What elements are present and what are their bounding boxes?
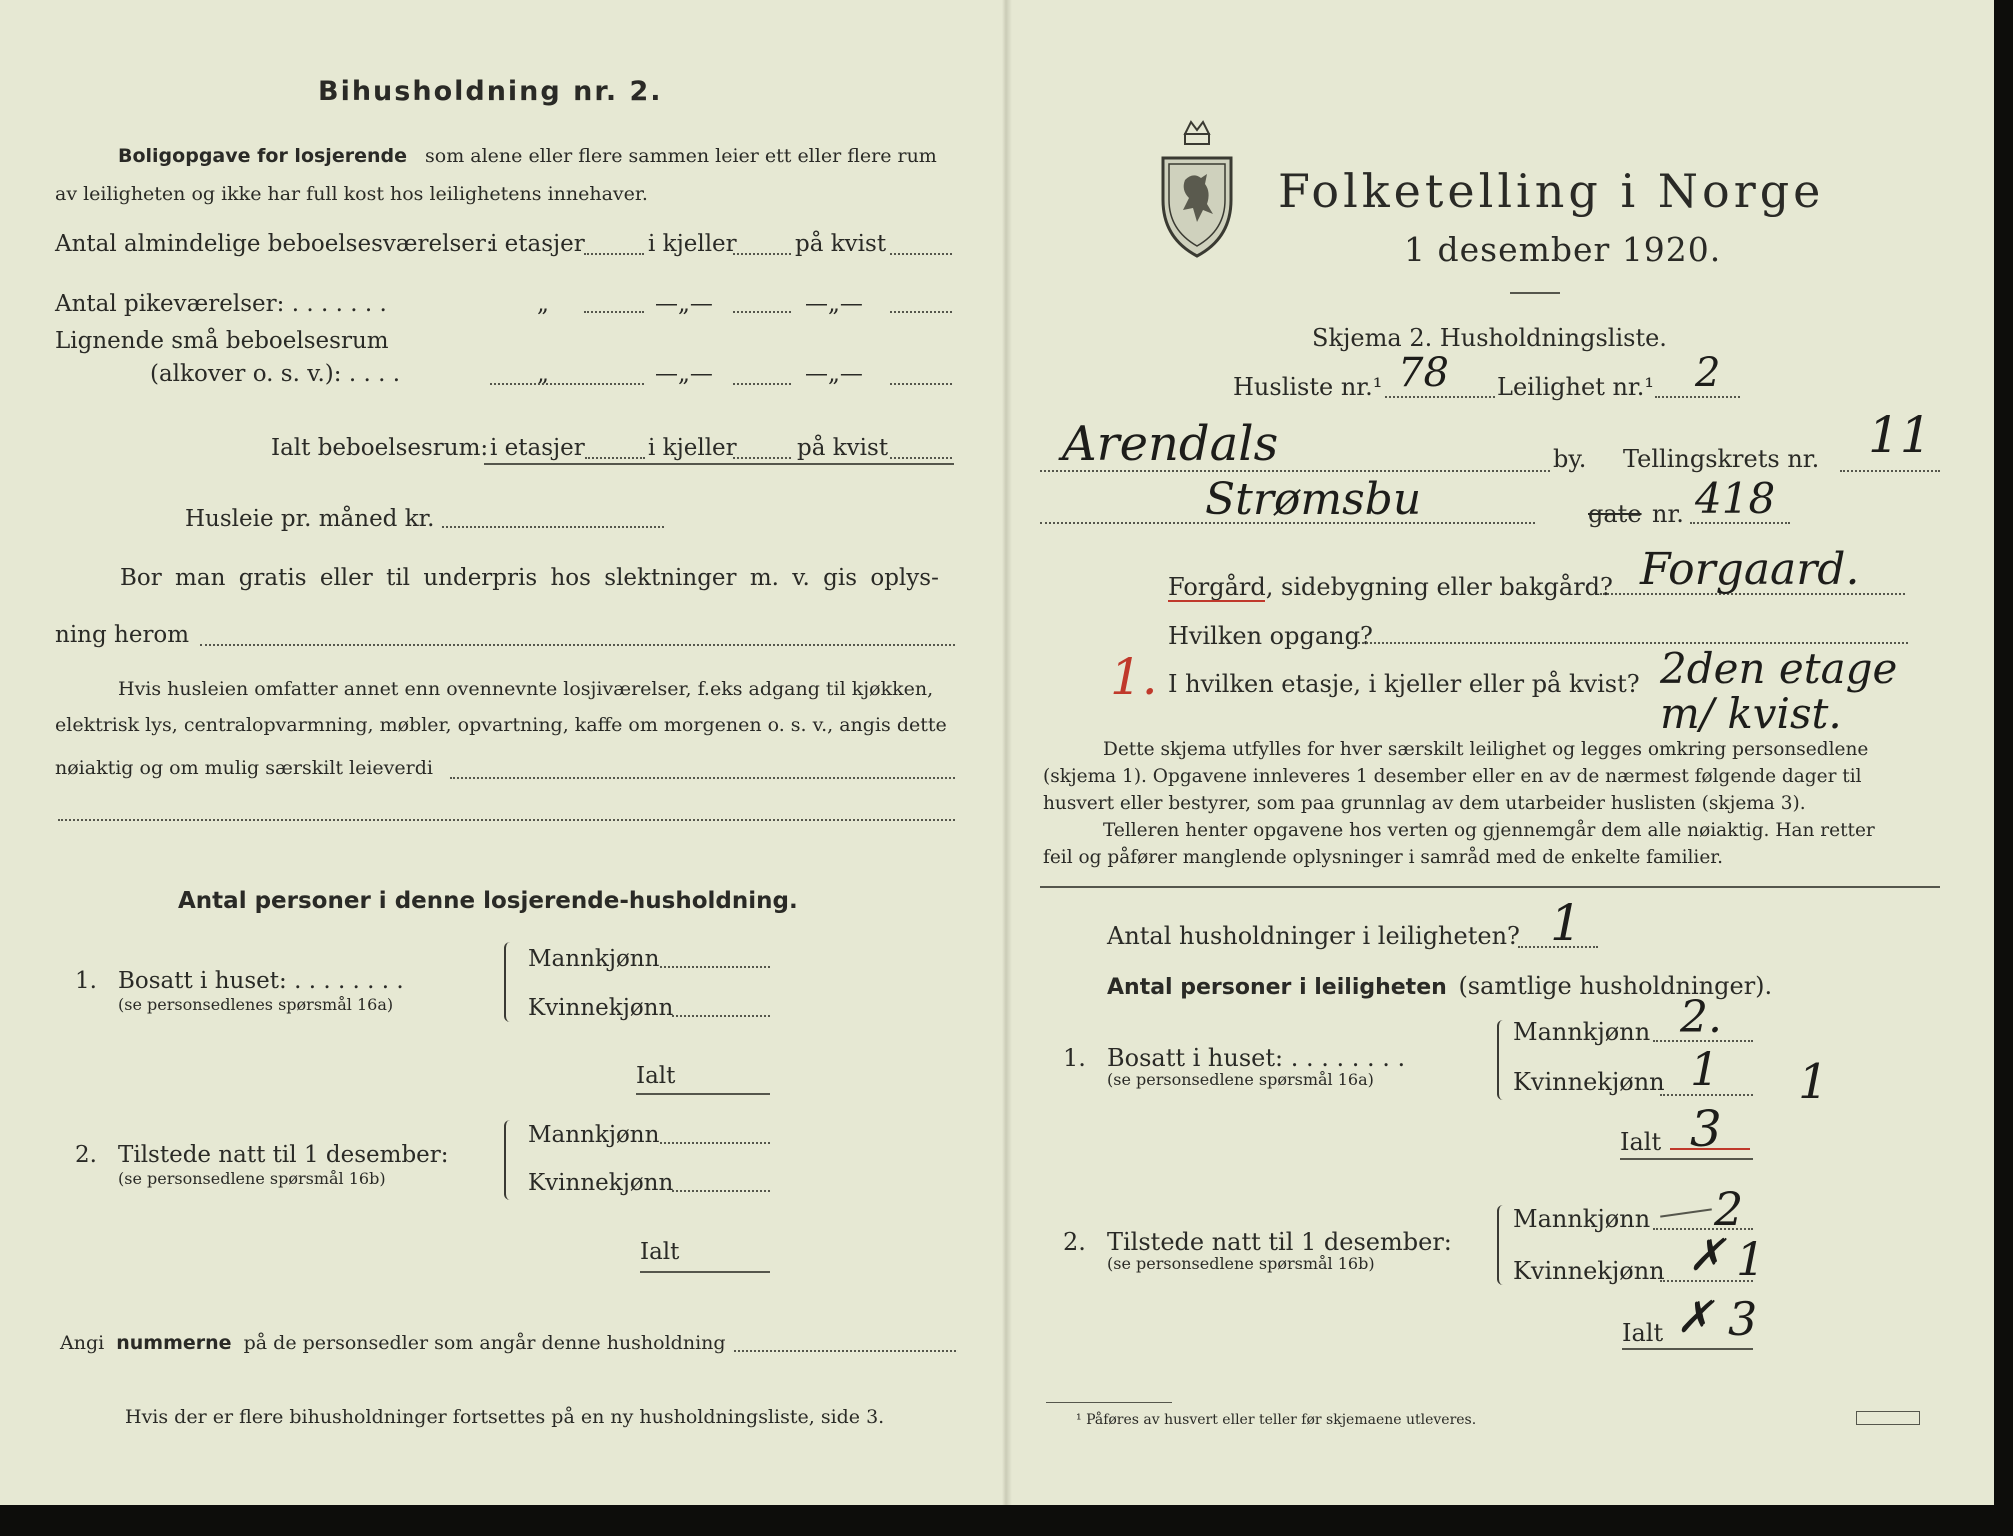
leilighet-field[interactable] bbox=[1655, 396, 1740, 398]
hvis-line-3: nøiaktig og om mulig særskilt leieverdi bbox=[55, 757, 433, 779]
right-q1-mann-value: 2. bbox=[1680, 992, 1722, 1043]
hvis-line-2: elektrisk lys, centralopvarmning, møbler, opvartning, kaffe om morgenen o. s. v., angis dette bbox=[55, 714, 947, 736]
title-underline bbox=[1510, 292, 1560, 294]
opgang-label: Hvilken opgang? bbox=[1168, 622, 1373, 650]
left-q1-label: Bosatt i huset: . . . . . . . . bbox=[118, 968, 404, 994]
left-q2-num: 2. bbox=[75, 1142, 97, 1168]
intro-line-1 bbox=[118, 147, 937, 166]
right-q2-mann-label: Mannkjønn bbox=[1513, 1205, 1651, 1233]
left-q1-ialt-field[interactable] bbox=[636, 1093, 770, 1095]
right-q2-brace bbox=[1497, 1205, 1507, 1285]
right-q2-kvinne-value: 1 bbox=[1736, 1232, 1766, 1286]
note-line-4: Telleren henter opgavene hos verten og gjennemgår dem alle nøiaktig. Han retter bbox=[1103, 820, 1875, 841]
left-q1-mann-field[interactable] bbox=[660, 966, 770, 968]
left-footer: Hvis der er flere bihusholdninger fortsettes på en ny husholdningsliste, side 3. bbox=[125, 1406, 885, 1428]
left-q1-mann-label: Mannkjønn bbox=[528, 946, 660, 972]
left-q2-kvinne-field[interactable] bbox=[672, 1190, 770, 1192]
etasje-label: I hvilken etasje, i kjeller eller på kvist? bbox=[1168, 670, 1640, 698]
right-q2-kvinne-label: Kvinnekjønn bbox=[1513, 1257, 1665, 1285]
right-q2-ialt-value: 3 bbox=[1728, 1292, 1758, 1346]
left-q2-label: Tilstede natt til 1 desember: bbox=[118, 1142, 449, 1168]
ialt-etasjer-field[interactable] bbox=[585, 457, 645, 459]
footnote-rule bbox=[1046, 1402, 1172, 1403]
alkover-ditto-1: „ bbox=[537, 361, 549, 387]
angi-line bbox=[60, 1334, 726, 1353]
right-q1-label: Bosatt i huset: . . . . . . . . bbox=[1107, 1044, 1406, 1072]
left-q1-kvinne-label: Kvinnekjønn bbox=[528, 995, 674, 1021]
husliste-field[interactable] bbox=[1385, 396, 1495, 398]
forgard-value: Forgaard. bbox=[1640, 544, 1860, 595]
note-line-3: husvert eller bestyrer, som paa grunnlag av dem utarbeider huslisten (skjema 3). bbox=[1043, 793, 1806, 814]
pike-kjeller-field[interactable] bbox=[733, 311, 791, 313]
right-q1-kvinne-label: Kvinnekjønn bbox=[1513, 1068, 1665, 1096]
right-q1-ialt-red-underline bbox=[1670, 1148, 1750, 1150]
krets-value: 11 bbox=[1868, 406, 1932, 464]
form-title: Folketelling i Norge bbox=[1278, 164, 1825, 218]
printer-stamp-icon bbox=[1856, 1411, 1920, 1425]
angi-bold: nummerne bbox=[116, 1332, 232, 1354]
husliste-value: 78 bbox=[1398, 350, 1449, 396]
scan-edge-bottom bbox=[0, 1505, 2013, 1536]
alkover-label: (alkover o. s. v.): . . . . bbox=[150, 361, 401, 387]
skjema-label: Skjema 2. Husholdningsliste. bbox=[1312, 324, 1667, 352]
bor-text: Bor man gratis eller til underpris hos slektninger m. v. gis oplys- bbox=[120, 565, 939, 591]
left-q1-ialt-label: Ialt bbox=[636, 1063, 676, 1089]
alkover-etasjer-field[interactable] bbox=[490, 383, 644, 385]
hvis-line-1: Hvis husleien omfatter annet enn ovennevnte losjiværelser, f.eks adgang til kjøkken, bbox=[118, 678, 934, 700]
ialt-rule bbox=[484, 463, 954, 465]
right-q2-ialt-strike-icon: ✗ bbox=[1676, 1292, 1713, 1343]
note-line-2: (skjema 1). Opgavene innleveres 1 desember eller en av de nærmest følgende dager til bbox=[1043, 766, 1862, 787]
right-q2-ialt-field[interactable] bbox=[1622, 1348, 1753, 1350]
angi-rest: på de personsedler som angår denne husholdning bbox=[243, 1332, 726, 1354]
pike-kvist-field[interactable] bbox=[890, 311, 952, 313]
left-title: Bihusholdning nr. 2. bbox=[318, 76, 663, 107]
coat-of-arms-icon bbox=[1155, 118, 1239, 260]
footnote: ¹ Påføres av husvert eller teller før skjemaene utleveres. bbox=[1076, 1412, 1477, 1428]
left-q2-kvinne-label: Kvinnekjønn bbox=[528, 1170, 674, 1196]
alkover-kjeller-field[interactable] bbox=[733, 383, 791, 385]
right-q2-mann-value: 2 bbox=[1714, 1182, 1744, 1236]
bor-field[interactable] bbox=[200, 644, 955, 646]
right-q1-sub: (se personsedlene spørsmål 16a) bbox=[1107, 1070, 1374, 1089]
leilighet-value: 2 bbox=[1695, 350, 1721, 396]
forgard-underline-mark bbox=[1168, 600, 1265, 602]
hush-label: Antal husholdninger i leiligheten? bbox=[1107, 922, 1520, 950]
right-q1-num: 1. bbox=[1063, 1044, 1086, 1072]
right-persons-heading-rest: (samtlige husholdninger). bbox=[1458, 972, 1773, 1000]
pike-ditto-3: —„— bbox=[805, 291, 863, 317]
right-persons-heading-bold: Antal personer i leiligheten bbox=[1107, 975, 1447, 1000]
by-label: by. bbox=[1553, 445, 1587, 473]
left-q2-mann-field[interactable] bbox=[660, 1142, 770, 1144]
husleie-label: Husleie pr. måned kr. bbox=[185, 506, 435, 532]
husliste-label: Husliste nr.¹ bbox=[1233, 373, 1383, 401]
street-value: Strømsbu bbox=[1205, 474, 1422, 525]
rooms-etasjer-label: i etasjer bbox=[490, 231, 585, 257]
note-line-5: feil og påfører manglende oplysninger i samråd med de enkelte familier. bbox=[1043, 847, 1723, 868]
right-q1-brace bbox=[1497, 1020, 1507, 1100]
gate-label: gate bbox=[1588, 500, 1642, 528]
right-q2-mann-strike bbox=[1660, 1208, 1712, 1217]
left-q2-sub: (se personsedlene spørsmål 16b) bbox=[118, 1169, 386, 1188]
left-q2-mann-label: Mannkjønn bbox=[528, 1122, 660, 1148]
right-persons-heading bbox=[1107, 974, 1772, 999]
ialt-etasjer-label: i etasjer bbox=[490, 435, 585, 461]
lignende-label: Lignende små beboelsesrum bbox=[55, 328, 389, 354]
intro-bold: Boligopgave for losjerende bbox=[118, 145, 407, 167]
left-q2-ialt-label: Ialt bbox=[640, 1239, 680, 1265]
pike-label: Antal pikeværelser: . . . . . . . bbox=[55, 291, 387, 317]
right-q1-ialt-value: 3 bbox=[1690, 1100, 1722, 1158]
right-q2-num: 2. bbox=[1063, 1228, 1086, 1256]
bor-text-2: ning herom bbox=[55, 622, 190, 648]
krets-label: Tellingskrets nr. bbox=[1623, 445, 1820, 473]
intro-line-2: av leiligheten og ikke har full kost hos leilighetens innehaver. bbox=[55, 183, 648, 205]
left-q1-num: 1. bbox=[75, 968, 97, 994]
alkover-ditto-2: —„— bbox=[655, 361, 713, 387]
left-q1-sub: (se personsedlenes spørsmål 16a) bbox=[118, 995, 394, 1014]
leieverdi-field-2[interactable] bbox=[58, 819, 955, 821]
forgard-label: Forgård, sidebygning eller bakgård? bbox=[1168, 573, 1613, 601]
scan-edge-right bbox=[1994, 0, 2013, 1536]
right-q2-kvinne-strike-icon: ✗ bbox=[1688, 1230, 1725, 1281]
right-q2-label: Tilstede natt til 1 desember: bbox=[1107, 1228, 1452, 1256]
alkover-ditto-3: —„— bbox=[805, 361, 863, 387]
angi-pre: Angi bbox=[60, 1332, 105, 1354]
street-nr-value: 418 bbox=[1695, 474, 1776, 523]
rooms-kvist-field[interactable] bbox=[890, 253, 952, 255]
street-nr-label: nr. bbox=[1652, 500, 1684, 528]
angi-field[interactable] bbox=[734, 1350, 956, 1352]
right-q1-kvinne-value: 1 bbox=[1690, 1042, 1720, 1096]
right-q1-ialt-label: Ialt bbox=[1620, 1128, 1662, 1156]
rooms-kjeller-label: i kjeller bbox=[648, 231, 737, 257]
left-q1-kvinne-field[interactable] bbox=[672, 1015, 770, 1017]
rooms-kjeller-field[interactable] bbox=[733, 253, 791, 255]
right-q1-ialt-field[interactable] bbox=[1620, 1158, 1753, 1160]
leieverdi-field[interactable] bbox=[450, 777, 955, 779]
rooms-kvist-label: på kvist bbox=[795, 231, 887, 257]
alkover-kvist-field[interactable] bbox=[890, 383, 952, 385]
etasje-mark: 1. bbox=[1110, 648, 1158, 706]
krets-field[interactable] bbox=[1840, 470, 1940, 472]
form-date: 1 desember 1920. bbox=[1404, 230, 1722, 269]
pike-ditto-2: —„— bbox=[655, 291, 713, 317]
rooms-label: Antal almindelige beboelsesværelser: bbox=[55, 231, 494, 257]
city-value: Arendals bbox=[1062, 416, 1279, 472]
note-divider bbox=[1040, 886, 1940, 888]
ialt-kvist-label: på kvist bbox=[797, 435, 889, 461]
ialt-kjeller-label: i kjeller bbox=[648, 435, 737, 461]
right-q2-sub: (se personsedlene spørsmål 16b) bbox=[1107, 1254, 1375, 1273]
husleie-field[interactable] bbox=[442, 526, 664, 528]
left-persons-heading: Antal personer i denne losjerende-husholdning. bbox=[178, 888, 798, 914]
ialt-kvist-field[interactable] bbox=[890, 457, 952, 459]
left-q2-brace bbox=[504, 1120, 514, 1200]
ialt-rooms-label: Ialt beboelsesrum: bbox=[271, 435, 489, 461]
pike-ditto-1: „ bbox=[537, 291, 549, 317]
leilighet-label: Leilighet nr.¹ bbox=[1497, 373, 1655, 401]
ialt-kjeller-field[interactable] bbox=[733, 457, 791, 459]
right-q1-kvinne-margin: 1 bbox=[1798, 1054, 1829, 1110]
etasje-value-1: 2den etage bbox=[1660, 644, 1898, 693]
note-line-1: Dette skjema utfylles for hver særskilt leilighet og legges omkring personsedlene bbox=[1103, 739, 1869, 760]
etasje-value-2: m/ kvist. bbox=[1660, 689, 1842, 738]
right-q2-ialt-label: Ialt bbox=[1622, 1319, 1664, 1347]
hush-value: 1 bbox=[1550, 894, 1582, 952]
right-q1-mann-label: Mannkjønn bbox=[1513, 1018, 1651, 1046]
left-q2-ialt-field[interactable] bbox=[640, 1271, 770, 1273]
left-q1-brace bbox=[504, 942, 514, 1022]
pike-etasjer-field[interactable] bbox=[584, 311, 644, 313]
intro-rest: som alene eller flere sammen leier ett eller flere rum bbox=[425, 145, 937, 167]
rooms-etasjer-field[interactable] bbox=[584, 253, 644, 255]
